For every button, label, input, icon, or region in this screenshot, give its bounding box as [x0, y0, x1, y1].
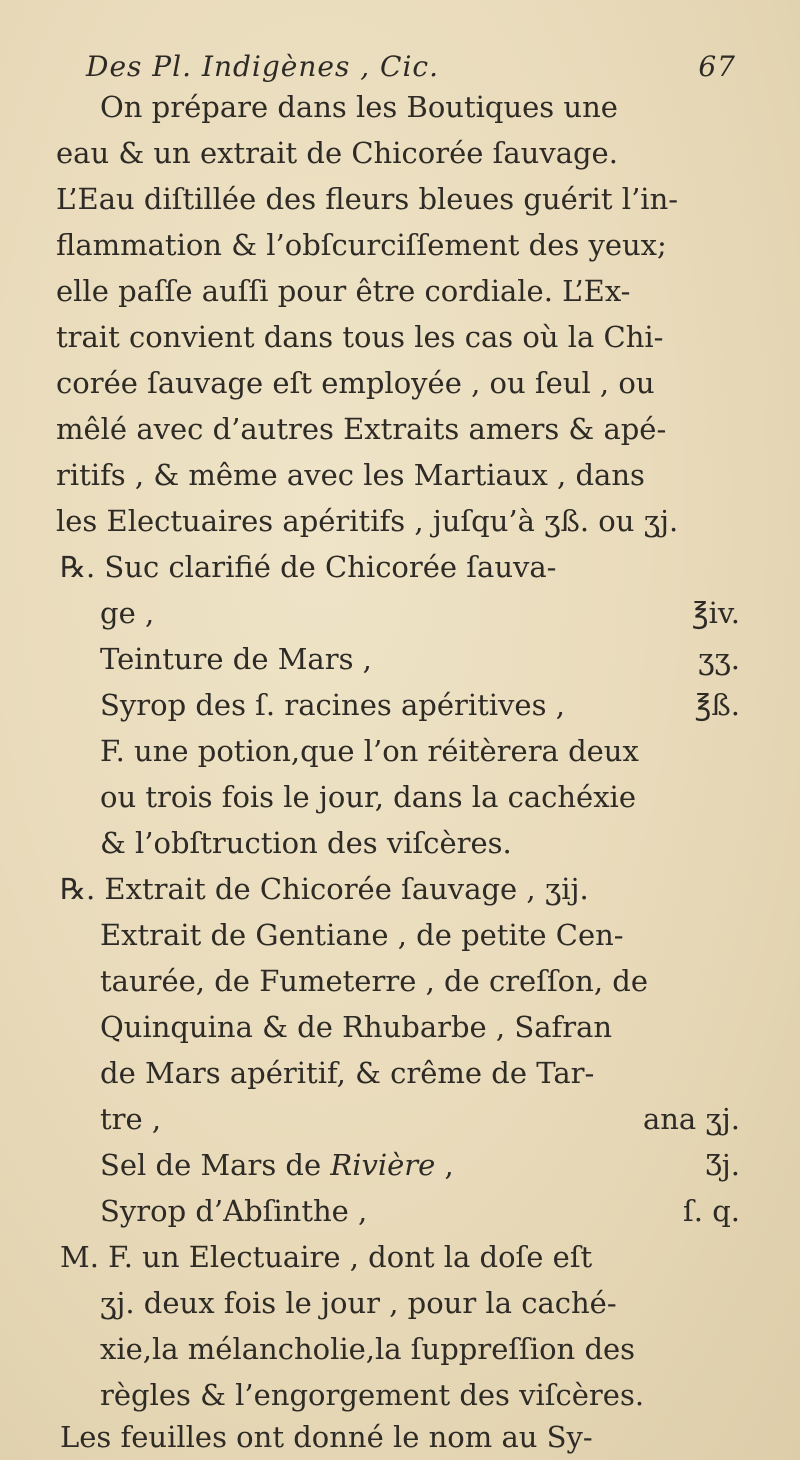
ingredient: tre ,	[100, 1102, 162, 1136]
ingredient: Syrop d’Abſinthe ,	[100, 1194, 368, 1228]
text-line: Les feuilles ont donné le nom au Sy-	[60, 1420, 593, 1454]
running-header	[86, 50, 736, 83]
dose: ℥ß.	[694, 688, 740, 722]
text-line: xie,la mélancholie,la ſuppreſſion des	[100, 1332, 636, 1366]
recipe-1-item	[100, 594, 740, 632]
recipe-2-item	[100, 1192, 740, 1230]
ingredient: Syrop des ſ. racines apéritives ,	[100, 688, 565, 722]
ingredient: Teinture de Mars ,	[100, 642, 372, 676]
recipe-2-item	[100, 1146, 740, 1184]
text-line: L’Eau diſtillée des fleurs bleues guérit l’in-	[56, 182, 679, 216]
recipe-2-item	[100, 1100, 740, 1138]
text-line: Quinquina & de Rhubarbe , Safran	[100, 1010, 613, 1044]
text-line: corée ſauvage eſt employée , ou ſeul , ou	[56, 366, 655, 400]
text-line: taurée, de Fumeterre , de creſſon, de	[100, 964, 648, 998]
running-title: Des Pl. Indigènes , Cic.	[86, 50, 439, 83]
text-line: ou trois fois le jour, dans la cachéxie	[100, 780, 636, 814]
text-line: trait convient dans tous les cas où la Chi-	[56, 320, 664, 354]
dose: ſ. q.	[683, 1194, 740, 1228]
recipe-1-item	[100, 686, 740, 724]
text-line: M. F. un Electuaire , dont la doſe eſt	[60, 1240, 593, 1274]
recipe-1-first-line: ℞. Suc clarifié de Chicorée ſauva-	[60, 550, 557, 584]
text-line: mêlé avec d’autres Extraits amers & apé-	[56, 412, 667, 446]
recipe-2-first-line: ℞. Extrait de Chicorée ſauvage , ʒij.	[60, 872, 589, 906]
text-line: On prépare dans les Boutiques une	[100, 90, 618, 124]
ingredient: Sel de Mars de Rivière ,	[100, 1148, 454, 1182]
text-line: règles & l’engorgement des viſcères.	[100, 1378, 645, 1412]
ingredient: ge ,	[100, 596, 155, 630]
text-line: F. une potion,que l’on réitèrera deux	[100, 734, 639, 768]
dose: ana ʒj.	[642, 1102, 740, 1136]
dose: ℥iv.	[691, 596, 740, 630]
text-line: de Mars apéritif, & crême de Tar-	[100, 1056, 595, 1090]
text-line: Extrait de Gentiane , de petite Cen-	[100, 918, 624, 952]
text-line: ʒj. deux fois le jour , pour la caché-	[100, 1286, 617, 1320]
text-line: & l’obſtruction des viſcères.	[100, 826, 512, 860]
text-line: elle paſſe auſſi pour être cordiale. L’Ex-	[56, 274, 631, 308]
recipe-1-item	[100, 640, 740, 678]
text-line: eau & un extrait de Chicorée ſauvage.	[56, 136, 618, 170]
text-line: ritifs , & même avec les Martiaux , dans	[56, 458, 645, 492]
text-line: les Electuaires apéritifs , juſqu’à ʒß. ou ʒj.	[56, 504, 679, 538]
page-number: 67	[698, 50, 736, 83]
dose: ʒʒ.	[698, 642, 740, 676]
dose: Ʒj.	[705, 1148, 740, 1182]
text-line: flammation & l’obſcurciſſement des yeux;	[56, 228, 667, 262]
